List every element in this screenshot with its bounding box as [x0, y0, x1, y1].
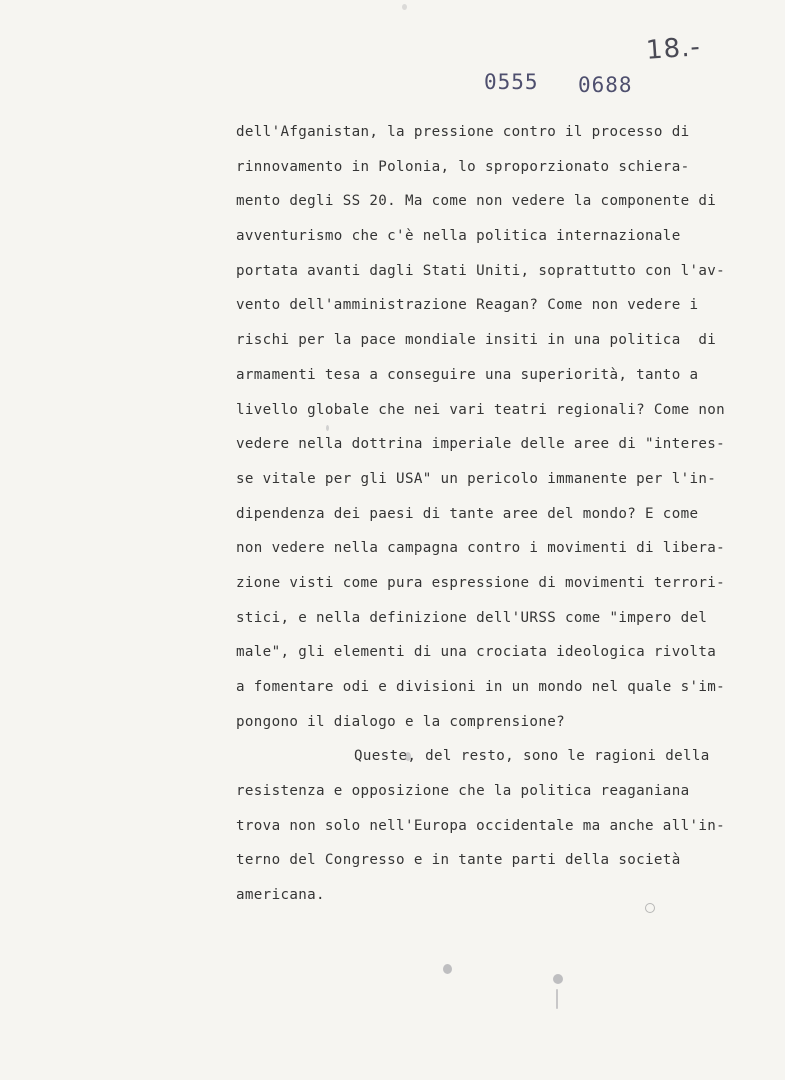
page-number: 18.- [645, 32, 702, 66]
text-line: resistenza e opposizione che la politica reaganiana [236, 783, 690, 800]
scan-mark [402, 4, 407, 10]
text-line: male", gli elementi di una crociata ideologica rivolta [236, 644, 717, 661]
text-line: livello globale che nei vari teatri regionali? Come non [236, 401, 726, 418]
text-line: pongono il dialogo e la comprensione? [236, 713, 565, 730]
scan-mark [443, 964, 452, 974]
text-line: dell'Afganistan, la pressione contro il processo di [236, 124, 690, 140]
text-line: se vitale per gli USA" un pericolo immanente per l'in- [236, 470, 717, 487]
text-line: americana. [236, 887, 325, 904]
scan-mark [645, 903, 655, 913]
text-line: a fomentare odi e divisioni in un mondo nel quale s'im- [236, 679, 726, 695]
body-text [236, 115, 756, 913]
text-line: portata avanti dagli Stati Uniti, soprattutto con l'av- [236, 262, 726, 279]
text-line: armamenti tesa a conseguire una superiorità, tanto a [236, 366, 699, 383]
text-line: zione visti come pura espressione di movimenti terrori- [236, 574, 726, 591]
text-line: vedere nella dottrina imperiale delle aree di "interes- [236, 436, 726, 453]
scan-mark [556, 989, 558, 1009]
archive-stamp-part2: 0688 [578, 73, 633, 97]
text-line: non vedere nella campagna contro i movimenti di libera- [236, 540, 726, 557]
text-line: mento degli SS 20. Ma come non vedere la componente di [236, 193, 717, 210]
text-line: rischi per la pace mondiale insiti in una politica di [236, 332, 717, 349]
text-line: rinnovamento in Polonia, lo sproporzionato schiera- [236, 158, 690, 175]
text-line: vento dell'amministrazione Reagan? Come non vedere i [236, 297, 699, 314]
text-line: dipendenza dei paesi di tante aree del mondo? E come [236, 505, 699, 522]
text-line: avventurismo che c'è nella politica internazionale [236, 228, 681, 245]
scan-mark [405, 752, 411, 761]
paragraph-start-line: Queste, del resto, sono le ragioni della [354, 748, 710, 765]
scan-mark [553, 974, 563, 984]
text-line: terno del Congresso e in tante parti della società [236, 852, 681, 869]
scan-mark [326, 425, 329, 431]
text-line: stici, e nella definizione dell'URSS come "impero del [236, 609, 708, 626]
text-line: trova non solo nell'Europa occidentale ma anche all'in- [236, 817, 726, 834]
archive-stamp-part1: 0555 [484, 70, 539, 94]
